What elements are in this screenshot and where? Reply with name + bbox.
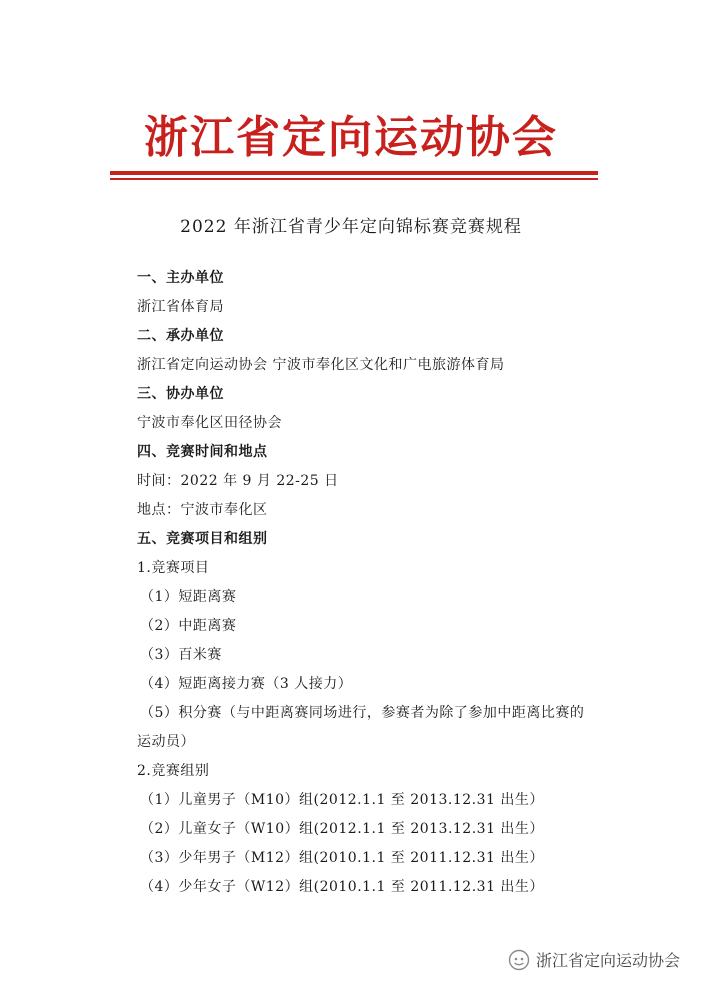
watermark-text: 浙江省定向运动协会 <box>535 951 680 970</box>
watermark <box>508 948 680 971</box>
event-item: （4）短距离接力赛（3 人接力） <box>140 676 353 692</box>
place-text: 地点：宁波市奉化区 <box>137 502 268 518</box>
event-item: （5）积分赛（与中距离赛同场进行，参赛者为除了参加中距离比赛的 <box>140 705 585 721</box>
group-item: （2）儿童女子（W10）组(2012.1.1 至 2013.12.31 出生） <box>140 821 544 837</box>
letterhead-rule-thin <box>110 178 598 180</box>
section-heading-organizer: 一、主办单位 <box>137 270 224 286</box>
document-title: 2022 年浙江省青少年定向锦标赛竞赛规程 <box>180 217 522 237</box>
event-item: （1）短距离赛 <box>140 589 237 605</box>
organizer-text: 浙江省体育局 <box>137 299 224 315</box>
time-text: 时间：2022 年 9 月 22-25 日 <box>137 473 339 489</box>
events-subheading: 1.竞赛项目 <box>137 560 210 576</box>
group-item: （1）儿童男子（M10）组(2012.1.1 至 2013.12.31 出生） <box>140 792 544 808</box>
group-item: （4）少年女子（W12）组(2010.1.1 至 2011.12.31 出生） <box>140 879 544 895</box>
letterhead-title: 浙江省定向运动协会 <box>144 112 558 163</box>
section-heading-time-place: 四、竞赛时间和地点 <box>137 444 268 460</box>
host-text: 浙江省定向运动协会 宁波市奉化区文化和广电旅游体育局 <box>137 357 505 373</box>
group-item: （3）少年男子（M12）组(2010.1.1 至 2011.12.31 出生） <box>140 850 544 866</box>
event-item-continuation: 运动员） <box>137 734 195 750</box>
event-item: （3）百米赛 <box>140 647 222 663</box>
co-organizer-text: 宁波市奉化区田径协会 <box>137 415 282 431</box>
section-heading-co-organizer: 三、协办单位 <box>137 386 224 402</box>
event-item: （2）中距离赛 <box>140 618 237 634</box>
section-heading-host: 二、承办单位 <box>137 328 224 344</box>
wechat-official-account-icon <box>508 949 530 971</box>
groups-subheading: 2.竞赛组别 <box>137 763 210 779</box>
letterhead-rule-thick <box>110 171 598 175</box>
section-heading-events-groups: 五、竞赛项目和组别 <box>137 531 268 547</box>
